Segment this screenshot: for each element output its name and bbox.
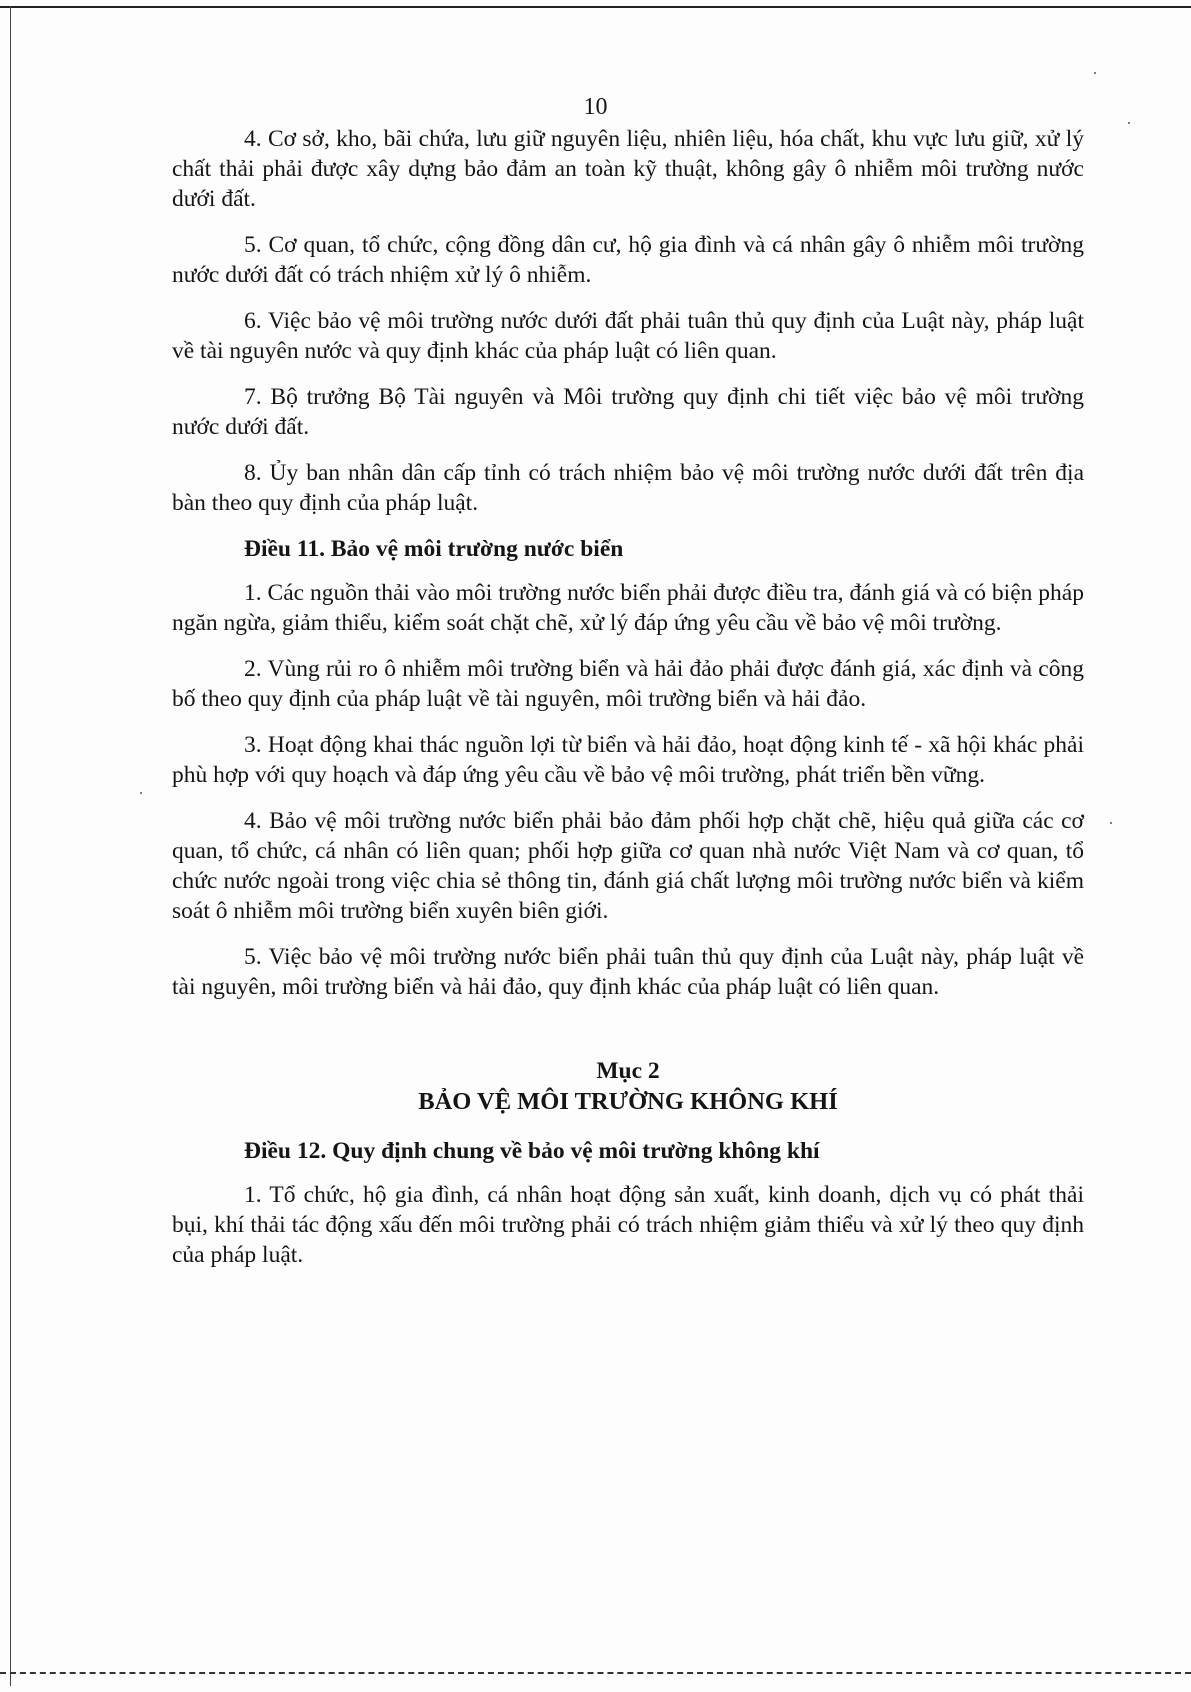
top-scan-border: [0, 6, 1191, 8]
article-10-clause-8: 8. Ủy ban nhân dân cấp tỉnh có trách nhiệm bảo vệ môi trường nước dưới đất trên địa bàn theo quy định của pháp luật.: [172, 460, 1084, 516]
article-10-clause-5: 5. Cơ quan, tổ chức, cộng đồng dân cư, hộ gia đình và cá nhân gây ô nhiễm môi trường nước dưới đất có trách nhiệm xử lý ô nhiễm.: [172, 232, 1084, 288]
article-10-clause-4: 4. Cơ sở, kho, bãi chứa, lưu giữ nguyên liệu, nhiên liệu, hóa chất, khu vực lưu giữ, xử lý chất thải phải được xây dựng bảo đảm an toàn kỹ thuật, không gây ô nhiễm môi trường nước dưới đất.: [172, 126, 1084, 212]
page-number: 10: [583, 94, 608, 120]
document-body: [172, 124, 1084, 1286]
scan-speck: [1094, 72, 1096, 74]
article-11-heading: Điều 11. Bảo vệ môi trường nước biển: [244, 536, 624, 562]
scan-speck: [1110, 822, 1112, 824]
scan-speck: [1128, 122, 1130, 124]
section-label: Mục 2: [596, 1058, 660, 1084]
bottom-scan-border: [0, 1672, 1191, 1674]
article-11-clause-3: 3. Hoạt động khai thác nguồn lợi từ biển và hải đảo, hoạt động kinh tế - xã hội khác phải phù hợp với quy hoạch và đáp ứng yêu cầu về bảo vệ môi trường, phát triển bền vững.: [172, 732, 1084, 788]
section-title: BẢO VỆ MÔI TRƯỜNG KHÔNG KHÍ: [418, 1088, 838, 1115]
article-12-clause-1: 1. Tổ chức, hộ gia đình, cá nhân hoạt động sản xuất, kinh doanh, dịch vụ có phát thải bụi, khí thải tác động xấu đến môi trường phải có trách nhiệm giảm thiểu và xử lý theo quy định của pháp luật.: [172, 1182, 1084, 1268]
article-11-clause-1: 1. Các nguồn thải vào môi trường nước biển phải được điều tra, đánh giá và có biện pháp ngăn ngừa, giảm thiểu, kiểm soát chặt chẽ, xử lý đáp ứng yêu cầu về bảo vệ môi trường.: [172, 580, 1084, 636]
article-11-clause-5: 5. Việc bảo vệ môi trường nước biển phải tuân thủ quy định của Luật này, pháp luật về tài nguyên, môi trường biển và hải đảo, quy định khác của pháp luật có liên quan.: [172, 944, 1084, 1000]
article-10-clause-7: 7. Bộ trưởng Bộ Tài nguyên và Môi trường quy định chi tiết việc bảo vệ môi trường nước dưới đất.: [172, 384, 1084, 440]
scan-speck: [140, 792, 142, 794]
article-10-clause-6: 6. Việc bảo vệ môi trường nước dưới đất phải tuân thủ quy định của Luật này, pháp luật về tài nguyên nước và quy định khác của pháp luật có liên quan.: [172, 308, 1084, 364]
article-11-clause-2: 2. Vùng rủi ro ô nhiễm môi trường biển và hải đảo phải được đánh giá, xác định và công bố theo quy định của pháp luật về tài nguyên, môi trường biển và hải đảo.: [172, 656, 1084, 712]
article-11-clause-4: 4. Bảo vệ môi trường nước biển phải bảo đảm phối hợp chặt chẽ, hiệu quả giữa các cơ quan, tổ chức, cá nhân có liên quan; phối hợp giữa cơ quan nhà nước Việt Nam và cơ quan, tổ chức nước ngoài trong việc chia sẻ thông tin, đánh giá chất lượng môi trường nước biển và kiểm soát ô nhiễm môi trường biển xuyên biên giới.: [172, 808, 1084, 924]
article-12-heading: Điều 12. Quy định chung về bảo vệ môi trường không khí: [244, 1138, 820, 1164]
left-scan-border: [10, 6, 11, 1686]
